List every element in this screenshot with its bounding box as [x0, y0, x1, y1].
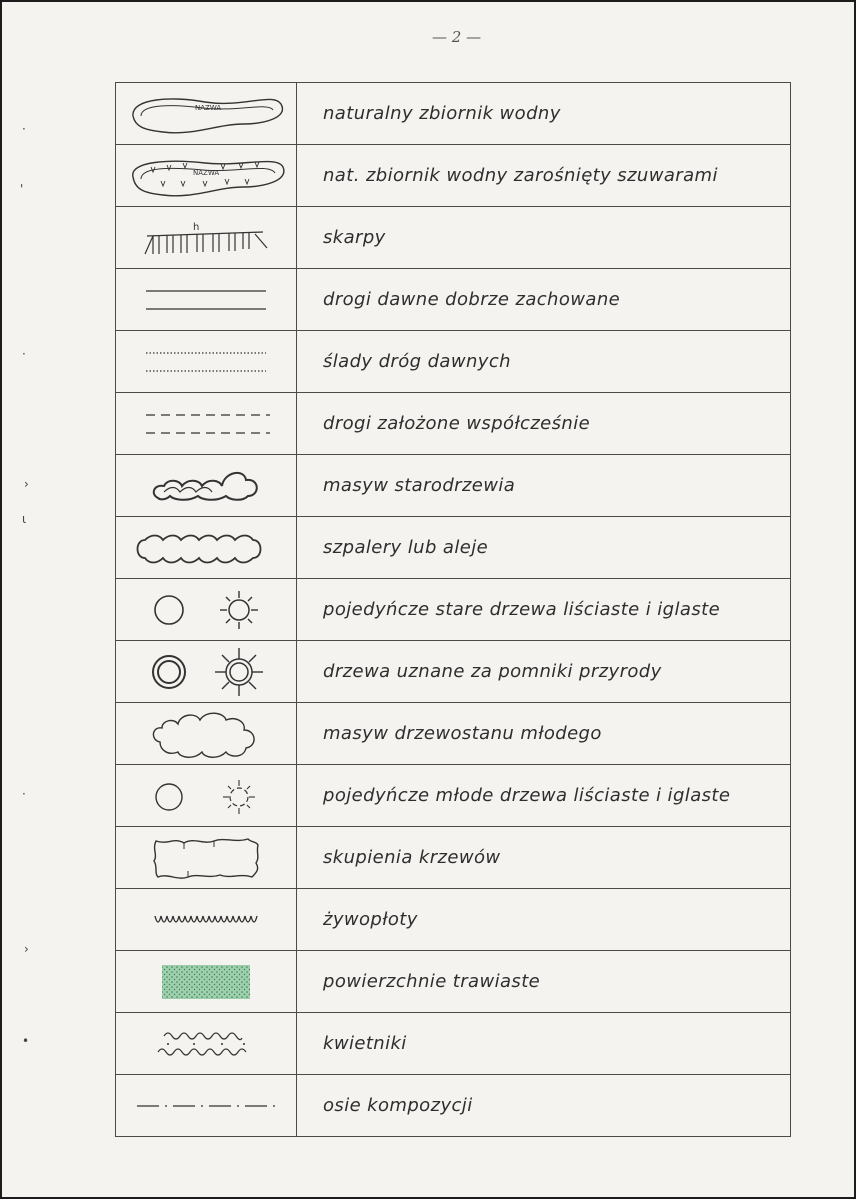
legend-row — [116, 455, 791, 517]
legend-row — [116, 145, 791, 207]
legend-row — [116, 207, 791, 269]
legend-row — [116, 393, 791, 455]
single-young-trees-icon — [131, 771, 281, 821]
legend-label: naturalny zbiornik wodny — [297, 83, 791, 145]
legend-row — [116, 1013, 791, 1075]
symbol-cell — [116, 83, 297, 145]
legend-label: drogi dawne dobrze zachowane — [297, 269, 791, 331]
reed-water-body-icon — [121, 151, 291, 201]
hedge-icon — [141, 908, 271, 932]
legend-label: kwietniki — [297, 1013, 791, 1075]
legend-row — [116, 703, 791, 765]
shrub-cluster-icon — [144, 833, 268, 883]
legend-row — [116, 331, 791, 393]
legend-table — [115, 82, 791, 1137]
alley-icon — [131, 530, 281, 566]
legend-label: nat. zbiornik wodny zarośnięty szuwarami — [297, 145, 791, 207]
legend-label: pojedyńcze młode drzewa liściaste i iglaste — [297, 765, 791, 827]
dashed-double-line-icon — [136, 407, 276, 441]
legend-label: powierzchnie trawiaste — [297, 951, 791, 1013]
legend-row — [116, 517, 791, 579]
legend-row — [116, 83, 791, 145]
symbol-cell — [116, 765, 297, 827]
legend-label: osie kompozycji — [297, 1075, 791, 1137]
page-number: — 2 — — [432, 28, 482, 46]
legend-label: masyw starodrzewia — [297, 455, 791, 517]
symbol-cell — [116, 517, 297, 579]
symbol-cell — [116, 269, 297, 331]
grass-area-icon — [156, 961, 256, 1003]
legend-label: drzewa uznane za pomniki przyrody — [297, 641, 791, 703]
legend-label: skarpy — [297, 207, 791, 269]
composition-axis-icon — [131, 1096, 281, 1116]
symbol-cell — [116, 145, 297, 207]
symbol-cell — [116, 455, 297, 517]
old-tree-mass-icon — [146, 464, 266, 508]
legend-label: ślady dróg dawnych — [297, 331, 791, 393]
legend-label: masyw drzewostanu młodego — [297, 703, 791, 765]
legend-row — [116, 269, 791, 331]
symbol-cell — [116, 207, 297, 269]
symbol-cell — [116, 393, 297, 455]
symbol-cell — [116, 1013, 297, 1075]
symbol-text: NAZWA — [195, 103, 222, 112]
symbol-cell — [116, 331, 297, 393]
water-body-icon — [123, 90, 289, 138]
symbol-cell — [116, 889, 297, 951]
symbol-cell — [116, 641, 297, 703]
legend-row — [116, 827, 791, 889]
symbol-cell — [116, 827, 297, 889]
legend-label: skupienia krzewów — [297, 827, 791, 889]
legend-label: drogi założone współcześnie — [297, 393, 791, 455]
flowerbed-icon — [144, 1024, 268, 1064]
symbol-cell — [116, 1075, 297, 1137]
symbol-cell — [116, 951, 297, 1013]
symbol-text: h — [193, 221, 200, 233]
legend-row — [116, 765, 791, 827]
young-stand-mass-icon — [146, 706, 266, 762]
legend-row — [116, 579, 791, 641]
legend-label: szpalery lub aleje — [297, 517, 791, 579]
double-line-icon — [136, 285, 276, 315]
legend-row — [116, 889, 791, 951]
symbol-cell — [116, 579, 297, 641]
legend-row — [116, 641, 791, 703]
single-old-trees-icon — [131, 585, 281, 635]
escarpment-icon — [131, 214, 281, 262]
monument-trees-icon — [131, 644, 281, 700]
symbol-cell — [116, 703, 297, 765]
dotted-double-line-icon — [136, 347, 276, 377]
legend-row — [116, 1075, 791, 1137]
legend-row — [116, 951, 791, 1013]
symbol-text: NAZWA — [193, 168, 220, 177]
legend-label: żywopłoty — [297, 889, 791, 951]
legend-label: pojedyńcze stare drzewa liściaste i iglaste — [297, 579, 791, 641]
document-page: — 2 — · ' · › ι · › • NAZWA naturalny zbiornik wodny NAZWA nat. zbiornik wodny zarośnięty szuwarami h skarpy drogi dawne dobrze zachowane ślady dróg dawnych drogi założone współcześnie masyw starodrzewia szpalery lub aleje pojedyńcze stare drzewa liściaste i iglaste drzewa uznane za pomniki przyrody masyw drzewostanu młodego pojedyńcze młode drzewa liściaste i iglaste skupienia krzewów żywopłoty powierzchnie trawiaste kwietniki osie kompozycji — [2, 2, 854, 1197]
